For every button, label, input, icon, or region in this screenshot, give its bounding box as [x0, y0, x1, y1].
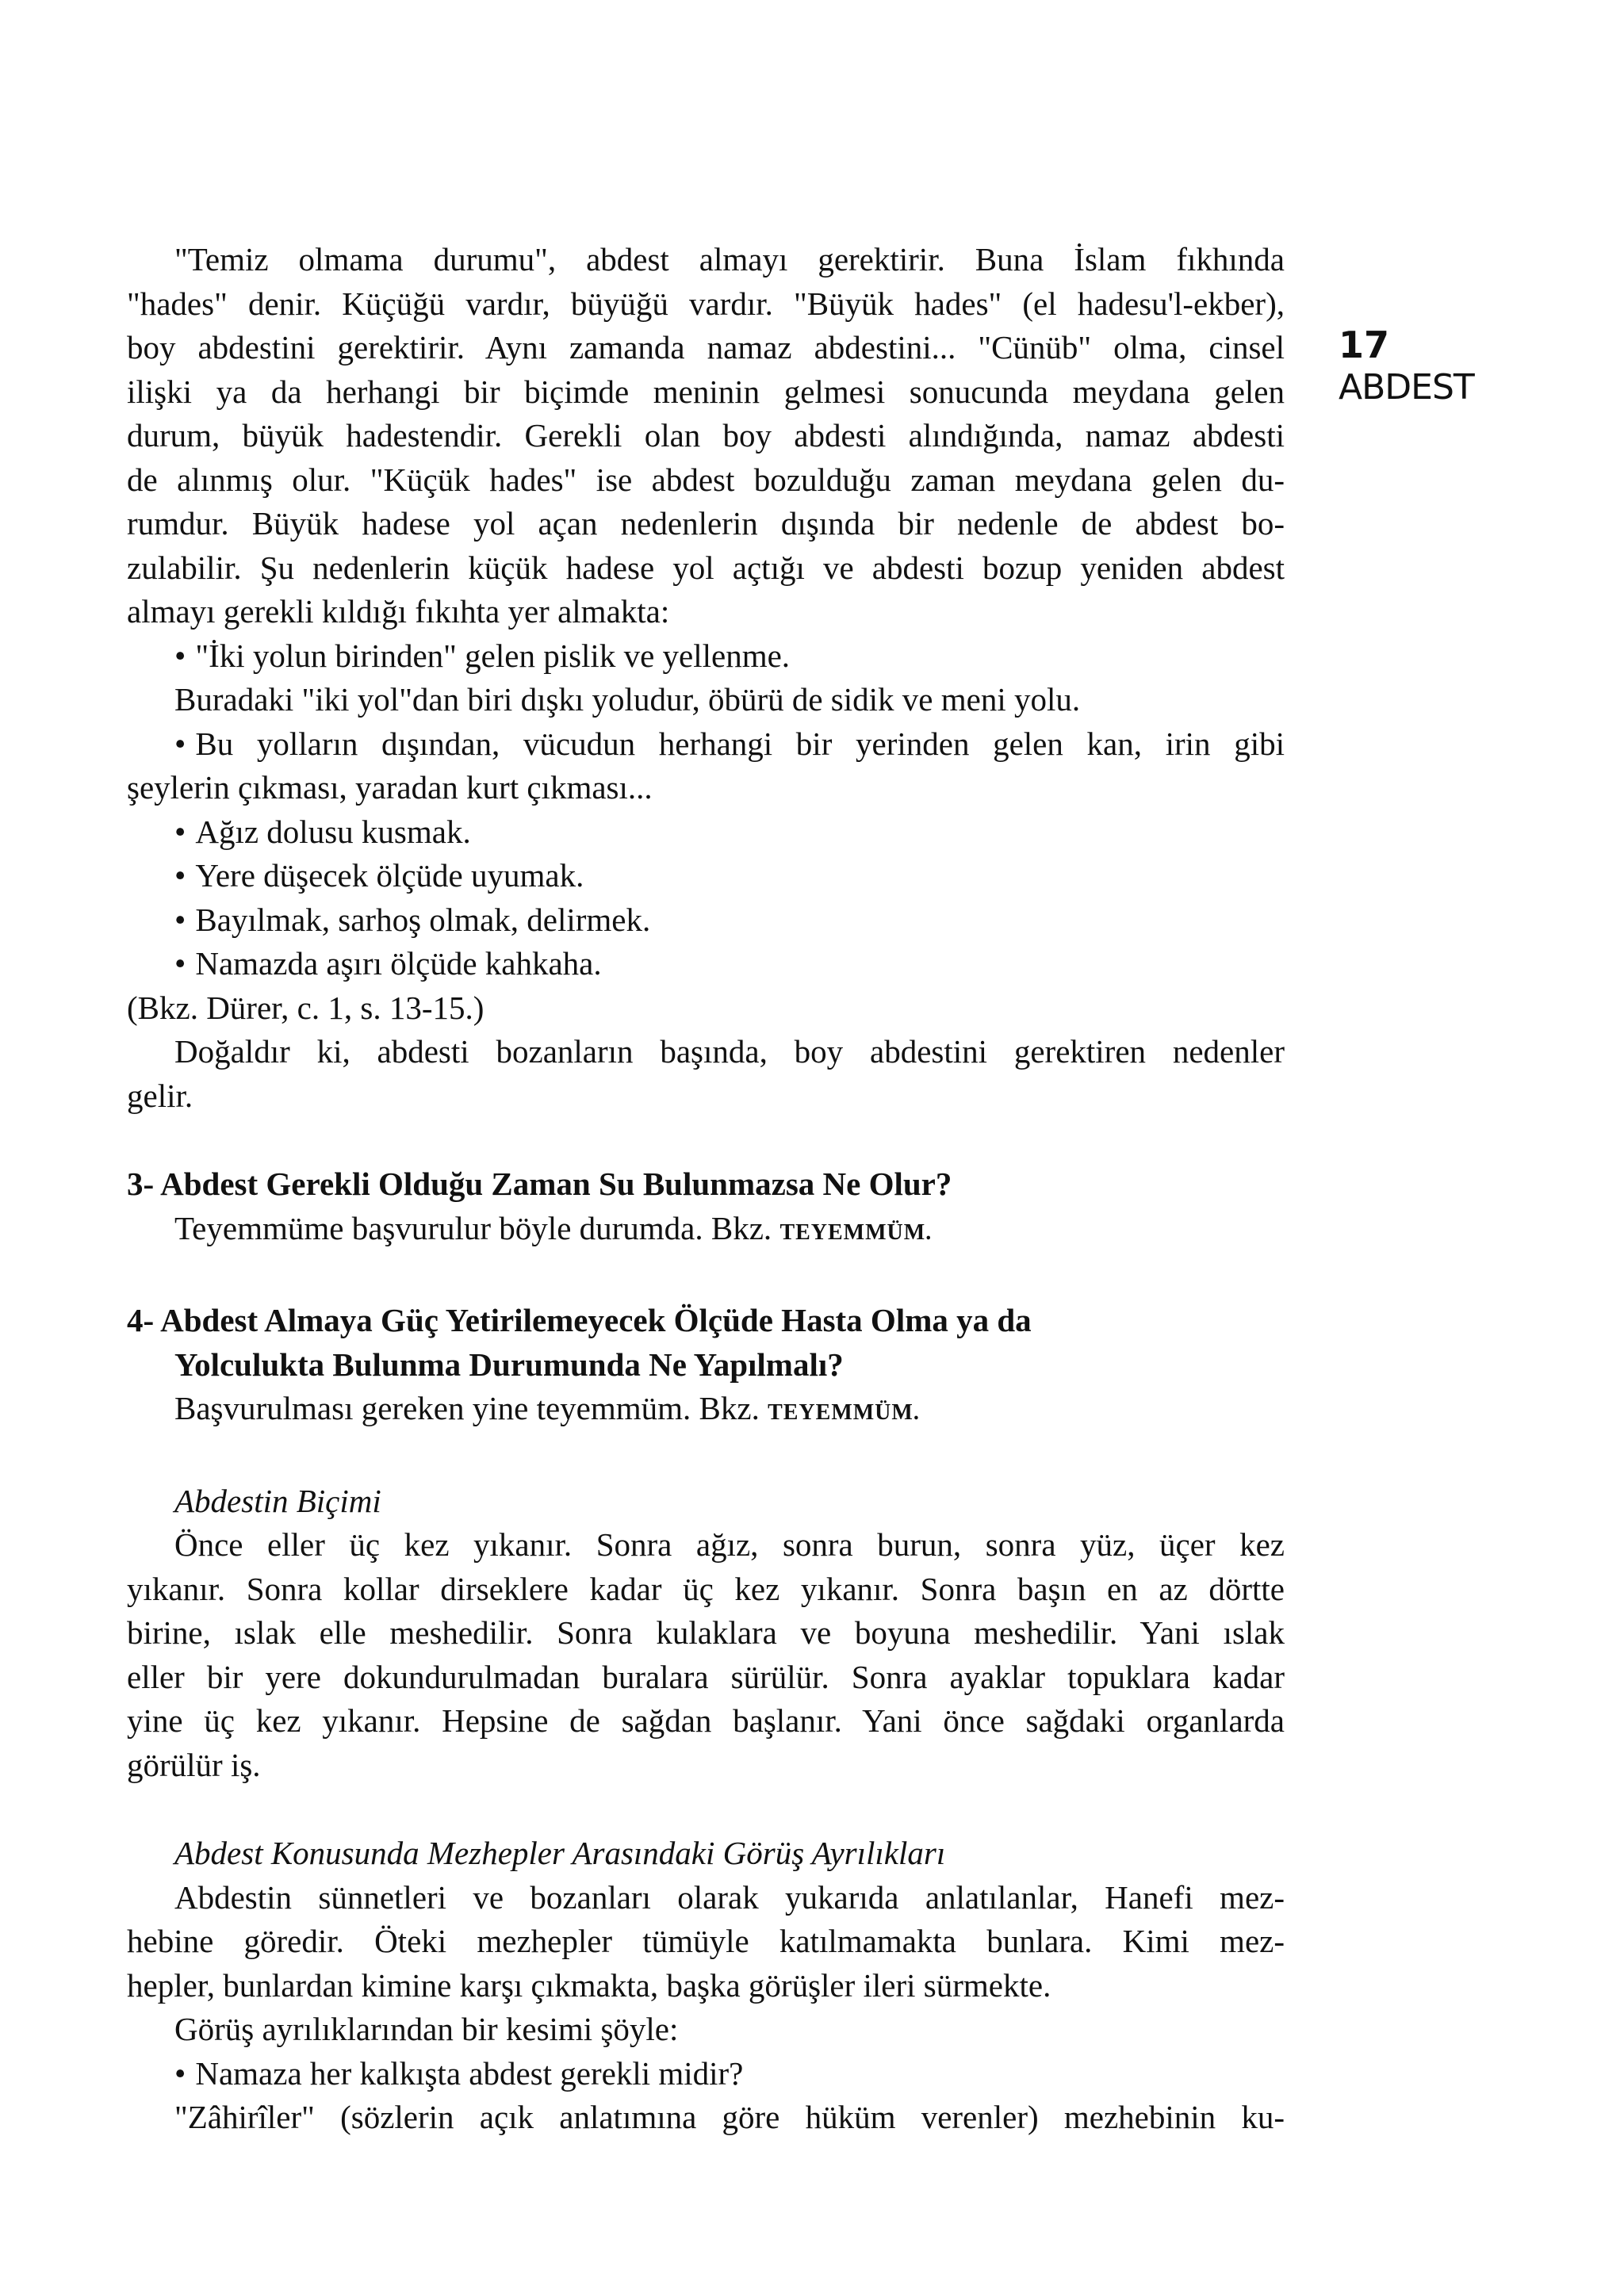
section-3-sentence: Teyemmüme başvurulur böyle durumda. Bkz.	[174, 1209, 772, 1246]
chapter-title: ABDEST	[1339, 367, 1474, 408]
paragraph-bicim	[127, 1523, 1285, 1787]
running-header	[1339, 323, 1474, 409]
text-line: "hades" denir. Küçüğü vardır, büyüğü vardır. "Büyük hades" (el hadesu'l-ekber),	[127, 285, 1285, 322]
section-4-heading-cont: Yolculukta Bulunma Durumunda Ne Yapılmalı?	[174, 1346, 844, 1383]
text-line: görülür iş.	[127, 1746, 261, 1783]
section-4-text	[127, 1387, 1285, 1435]
bullet-item: • Bu yolların dışından, vücudun herhangi bir yerinden gelen kan, irin gibi	[127, 722, 1285, 767]
text-line: hebine göredir. Öteki mezhepler tümüyle katılmamakta bunlara. Kimi mez-	[127, 1923, 1285, 1959]
text-line: almayı gerekli kıldığı fıkıhta yer almakta:	[127, 593, 670, 630]
text-line: Doğaldır ki, abdesti bozanların başında, boy abdestini gerektiren nedenler	[174, 1033, 1285, 1070]
subheading-abdest-bicimi: Abdestin Biçimi	[174, 1482, 381, 1519]
text-line: "Temiz olmama durumu", abdest almayı gerektirir. Buna İslam fıkhında	[174, 241, 1285, 278]
section-3-text	[127, 1207, 1285, 1255]
reference-line: (Bkz. Dürer, c. 1, s. 13-15.)	[127, 989, 485, 1026]
text-line: Önce eller üç kez yıkanır. Sonra ağız, sonra burun, sonra yüz, üçer kez	[174, 1526, 1285, 1563]
text-line: hepler, bunlardan kimine karşı çıkmakta, başka görüşler ileri sürmekte.	[127, 1966, 1051, 2004]
bullet-item: • Ağız dolusu kusmak.	[127, 810, 1285, 855]
section-4-sentence: Başvurulması gereken yine teyemmüm. Bkz.	[174, 1390, 760, 1426]
text-line: birine, ıslak elle meshedilir. Sonra kulaklara ve boyuna meshedilir. Yani ıslak	[127, 1614, 1285, 1651]
text-line: de alınmış olur. "Küçük hades" ise abdest bozulduğu zaman meydana gelen du-	[127, 461, 1285, 498]
subheading-gorus-ayriliklari: Abdest Konusunda Mezhepler Arasındaki Görüş Ayrılıkları	[174, 1835, 946, 1871]
section-3-heading: 3- Abdest Gerekli Olduğu Zaman Su Bulunmazsa Ne Olur?	[127, 1166, 952, 1202]
main-text	[127, 238, 1285, 2140]
bullet-item: • Bayılmak, sarhoş olmak, delirmek.	[127, 898, 1285, 943]
note-line: Buradaki "iki yol"dan biri dışkı yoludur, öbürü de sidik ve meni yolu.	[174, 681, 1081, 718]
paragraph-hades	[127, 238, 1285, 634]
bullet-item: • Namaza her kalkışta abdest gerekli midir?	[127, 2052, 1285, 2096]
text-line: gelir.	[127, 1077, 193, 1114]
bullet-item: • Namazda aşırı ölçüde kahkaha.	[127, 942, 1285, 986]
text-line: yıkanır. Sonra kollar dirseklere kadar üç kez yıkanır. Sonra başın en az dörtte	[127, 1570, 1285, 1607]
bullet-item: • "İki yolun birinden" gelen pislik ve yellenme.	[127, 634, 1285, 679]
text-line: Abdestin sünnetleri ve bozanları olarak yukarıda anlatılanlar, Hanefi mez-	[174, 1878, 1285, 1916]
text-line: şeylerin çıkması, yaradan kurt çıkması...	[127, 769, 653, 806]
text-line: boy abdestini gerektirir. Aynı zamanda namaz abdestini... "Cünüb" olma, cinsel	[127, 329, 1285, 366]
cross-reference-link[interactable]: TEYEMMÜM.	[768, 1400, 920, 1425]
text-line: durum, büyük hadestendir. Gerekli olan boy abdesti alındığında, namaz abdesti	[127, 417, 1285, 454]
text-line: rumdur. Büyük hadese yol açan nedenlerin dışında bir nedenle de abdest bo-	[127, 505, 1285, 542]
bullet-item: • Yere düşecek ölçüde uyumak.	[127, 854, 1285, 898]
cross-reference-link[interactable]: TEYEMMÜM.	[779, 1219, 933, 1245]
section-4-heading: 4- Abdest Almaya Güç Yetirilemeyecek Ölçüde Hasta Olma ya da	[127, 1302, 1032, 1338]
text-line: "Zâhirîler" (sözlerin açık anlatımına göre hüküm verenler) mezhebinin ku-	[174, 2099, 1285, 2135]
text-line: yine üç kez yıkanır. Hepsine de sağdan başlanır. Yani önce sağdaki organlarda	[127, 1702, 1285, 1739]
text-line: Görüş ayrılıklarından bir kesimi şöyle:	[174, 2011, 679, 2047]
text-line: zulabilir. Şu nedenlerin küçük hadese yol açtığı ve abdesti bozup yeniden abdest	[127, 549, 1285, 586]
text-line: ilişki ya da herhangi bir biçimde meninin gelmesi sonucunda meydana gelen	[127, 373, 1285, 410]
page-number: 17	[1339, 323, 1390, 366]
paragraph-mezhepler	[127, 1876, 1285, 2008]
text-line: eller bir yere dokundurulmadan buralara sürülür. Sonra ayaklar topuklara kadar	[127, 1658, 1285, 1695]
